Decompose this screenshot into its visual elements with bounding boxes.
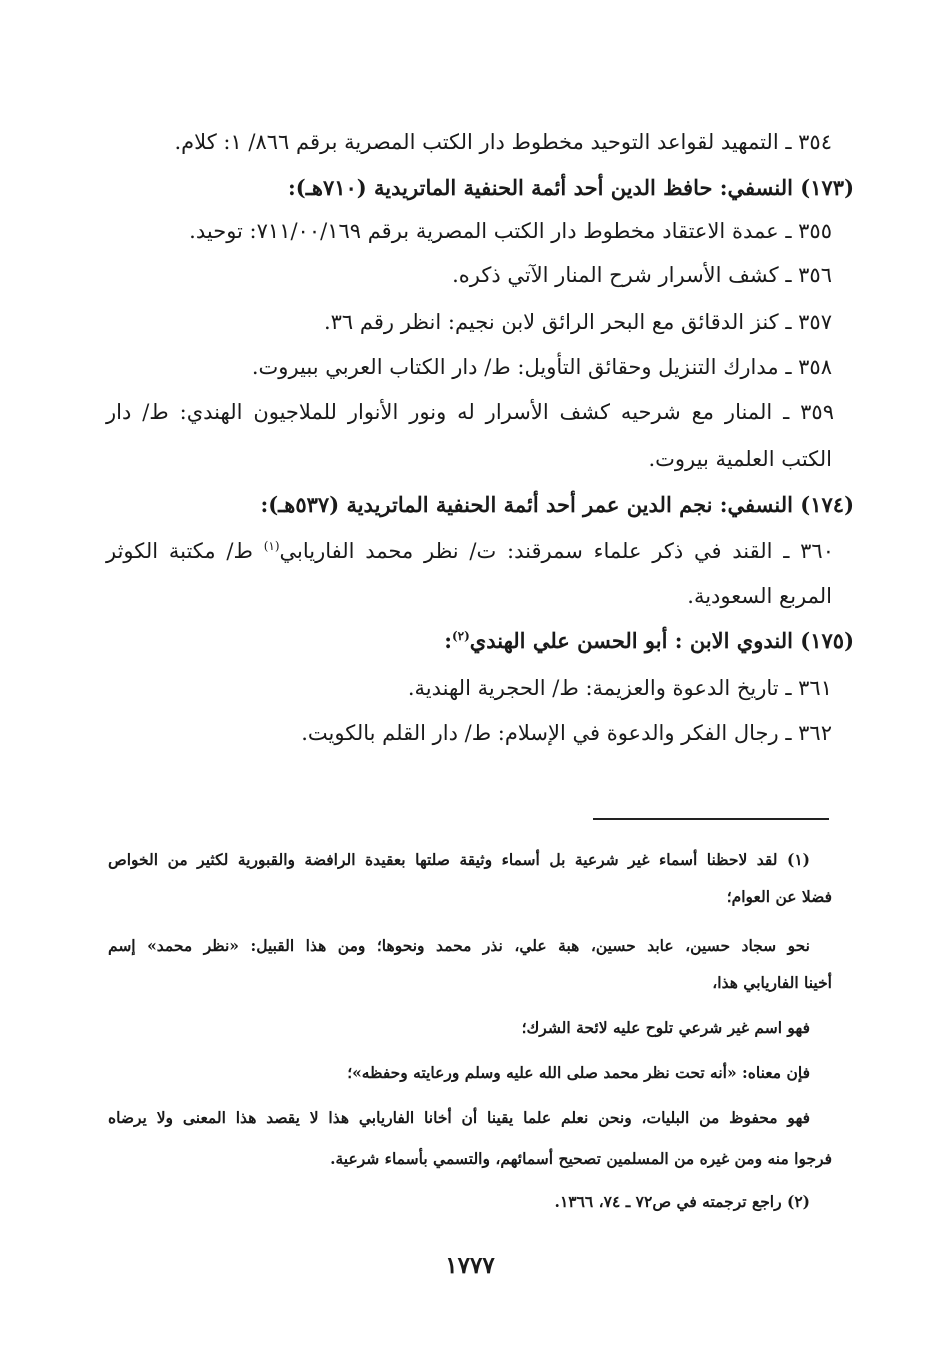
entry-354: ٣٥٤ ـ التمهيد لقواعد التوحيد مخطوط دار الكتب المصرية برقم ٨٦٦/ ١: كلام. xyxy=(174,130,832,154)
footnote-1-line4: أخينا الفاريابي هذا، xyxy=(712,973,832,992)
entry-360-line2: المربع السعودية. xyxy=(687,584,832,608)
footnote-1-line3: نحو سجاد حسين، عابد حسين، هبة علي، نذر محمد ونحوها؛ ومن هذا القبيل: «نظر محمد» إسم xyxy=(108,936,810,955)
heading-175-text: (١٧٥) الندوي الابن : أبو الحسن علي الهندي xyxy=(469,628,854,653)
entry-356: ٣٥٦ ـ كشف الأسرار شرح المنار الآتي ذكره. xyxy=(452,263,832,287)
entry-360-text-b: ط/ مكتبة الكوثر xyxy=(106,539,264,563)
entry-359-line2: الكتب العلمية بيروت. xyxy=(648,447,832,471)
page-number: ١٧٧٧ xyxy=(445,1252,495,1279)
entry-361: ٣٦١ ـ تاريخ الدعوة والعزيمة: ط/ الحجرية الهندية. xyxy=(407,676,832,700)
entry-359-line1: ٣٥٩ ـ المنار مع شرحيه كشف الأسرار له ونور الأنوار للملاجيون الهندي: ط/ دار xyxy=(106,400,834,424)
entry-355: ٣٥٥ ـ عمدة الاعتقاد مخطوط دار الكتب المصرية برقم ٧١١/٠٠/١٦٩: توحيد. xyxy=(189,219,832,243)
footnote-1-line1: (١) لقد لاحظنا أسماء غير شرعية بل أسماء وثيقة صلتها بعقيدة الرافضة والقبورية لكثير من الخواص xyxy=(108,850,810,869)
footnote-2: (٢) راجع ترجمته في ص٧٢ ـ ٧٤، ١٣٦٦. xyxy=(554,1192,810,1211)
entry-362: ٣٦٢ ـ رجال الفكر والدعوة في الإسلام: ط/ دار القلم بالكويت. xyxy=(301,721,832,745)
footnote-ref-1: (١) xyxy=(263,539,280,553)
heading-173: (١٧٣) النسفي: حافظ الدين أحد أئمة الحنفية الماتريدية (٧١٠هـ): xyxy=(288,175,854,200)
footnote-1-line5: فهو اسم غير شرعي تلوح عليه لائحة الشرك؛ xyxy=(521,1018,810,1037)
heading-174: (١٧٤) النسفي: نجم الدين عمر أحد أئمة الحنفية الماتريدية (٥٣٧هـ): xyxy=(260,492,854,517)
heading-175 xyxy=(444,626,854,656)
entry-357: ٣٥٧ ـ كنز الدقائق مع البحر الرائق لابن نجيم: انظر رقم ٣٦. xyxy=(323,310,832,334)
footnote-separator xyxy=(593,818,829,820)
footnote-1-line6: فإن معناه: «أنه تحت نظر محمد صلى الله عليه وسلم ورعايته وحفظه»؛ xyxy=(347,1063,810,1082)
entry-360-text-a: ٣٦٠ ـ القند في ذكر علماء سمرقند: ت/ نظر محمد الفاريابي xyxy=(279,539,834,563)
footnote-1-line7: فهو محفوظ من البليات، ونحن نعلم علما يقينا أن أخانا الفاريابي هذا لا يقصد هذا المعنى ولا يرضاه xyxy=(108,1108,810,1127)
entry-360-line1 xyxy=(106,536,834,566)
footnote-1-line2: فضلا عن العوام؛ xyxy=(726,887,832,906)
footnote-1-line8: فرجوا منه ومن غيره من المسلمين تصحيح أسمائهم، والتسمي بأسماء شرعية. xyxy=(330,1149,832,1168)
heading-175-colon: : xyxy=(444,628,452,653)
footnote-ref-2: (٢) xyxy=(451,629,470,643)
entry-358: ٣٥٨ ـ مدارك التنزيل وحقائق التأويل: ط/ دار الكتاب العربي ببيروت. xyxy=(251,355,832,379)
